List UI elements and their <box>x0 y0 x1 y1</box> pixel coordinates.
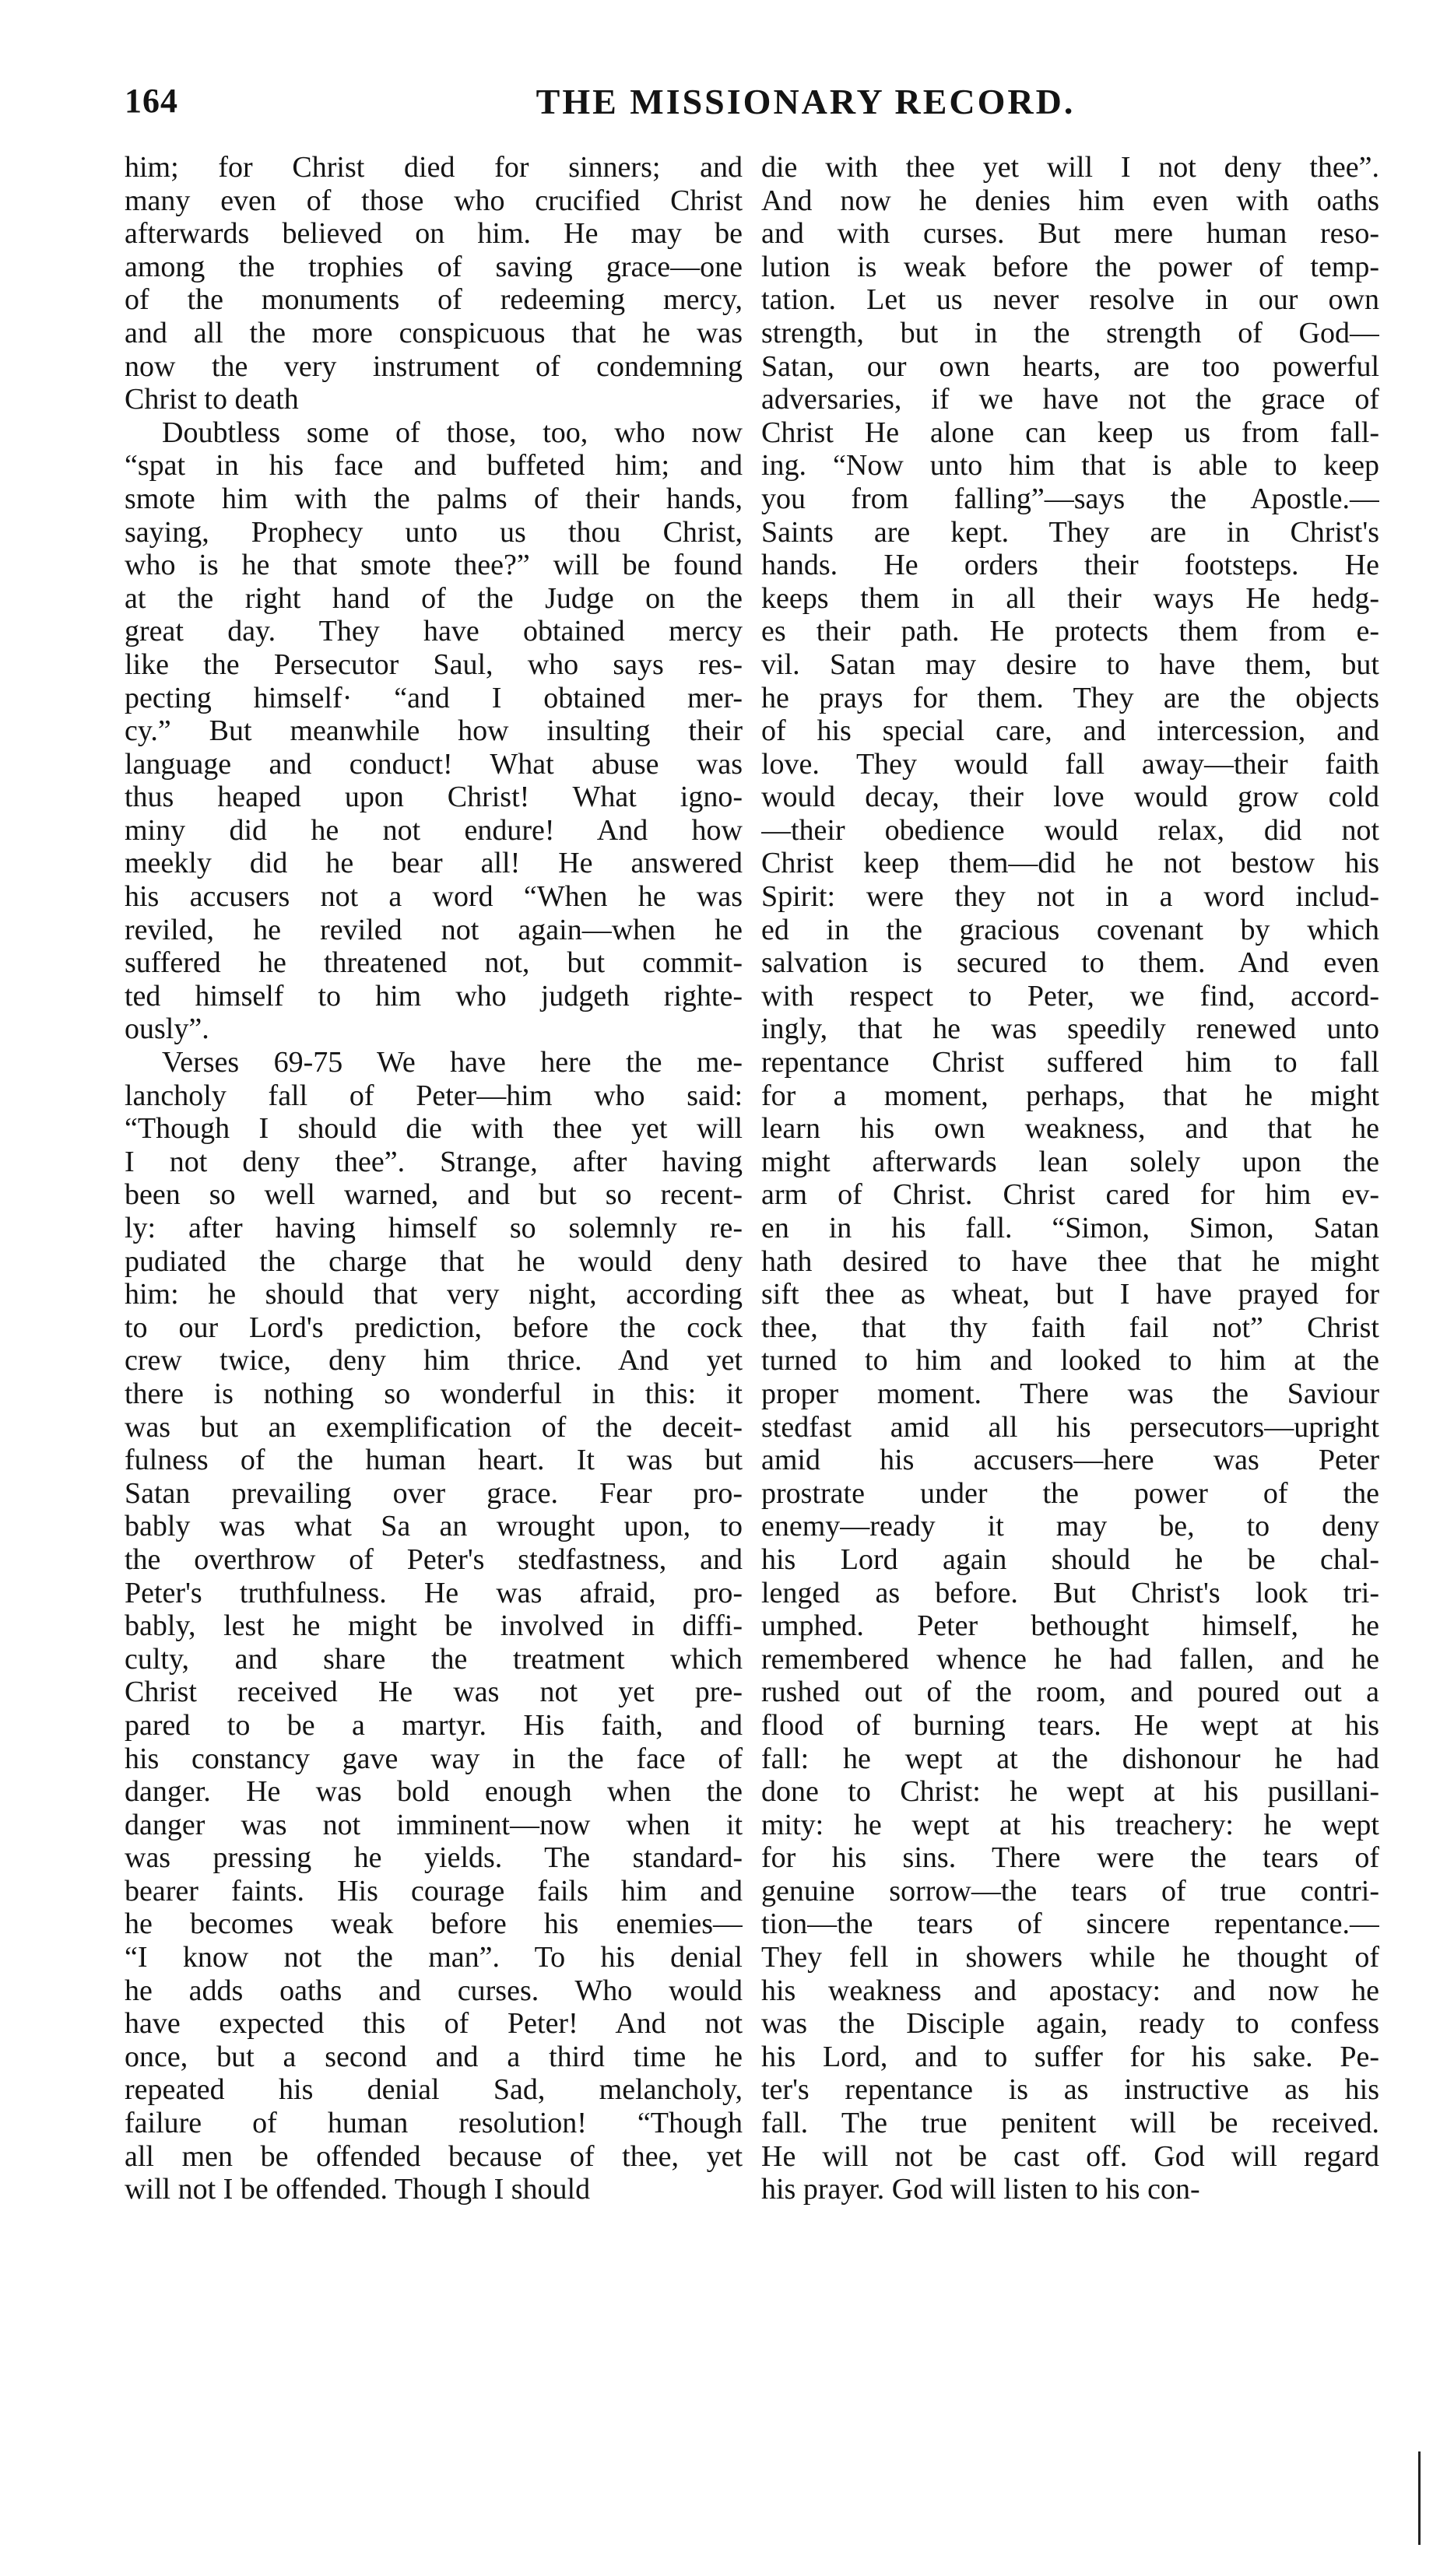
text-line: afterwards believed on him. He may be <box>125 217 743 251</box>
text-line: And now he denies him even with oaths <box>761 184 1379 217</box>
text-line: adversaries, if we have not the grace of <box>761 383 1379 416</box>
text-line: to our Lord's prediction, before the cock <box>125 1311 743 1344</box>
text-line: pared to be a martyr. His faith, and <box>125 1708 743 1742</box>
text-line: Christ received He was not yet pre- <box>125 1676 743 1709</box>
text-line: ter's repentance is as instructive as his <box>761 2073 1379 2107</box>
text-line: bably was what Sa an wrought upon, to <box>125 1510 743 1543</box>
text-line: fall. The true penitent will be received. <box>761 2107 1379 2140</box>
text-line: ously”. <box>125 1013 209 1046</box>
text-line: bably, lest he might be involved in diffi- <box>125 1609 743 1643</box>
left-text-column <box>125 151 743 2408</box>
text-line: at the right hand of the Judge on the <box>125 581 743 615</box>
text-line: “Though I should die with thee yet will <box>125 1112 743 1146</box>
text-line: ingly, that he was speedily renewed unto <box>761 1013 1379 1046</box>
text-line: and with curses. But mere human reso- <box>761 217 1379 251</box>
text-line: he prays for them. They are the objects <box>761 681 1379 714</box>
text-line: culty, and share the treatment which <box>125 1642 743 1676</box>
text-line: danger was not imminent—now when it <box>125 1808 743 1841</box>
text-line: stedfast amid all his persecutors—upright <box>761 1410 1379 1444</box>
text-line: —their obedience would relax, did not <box>761 813 1379 847</box>
text-line: his Lord again should he be chal- <box>761 1542 1379 1576</box>
text-line: done to Christ: he wept at his pusillani- <box>761 1775 1379 1809</box>
text-line: thee, that thy faith fail not” Christ <box>761 1311 1379 1344</box>
text-line: cy.” But meanwhile how insulting their <box>125 714 743 748</box>
text-line: lution is weak before the power of temp- <box>761 250 1379 283</box>
text-line: flood of burning tears. He wept at his <box>761 1708 1379 1742</box>
text-line: he becomes weak before his enemies— <box>125 1907 743 1941</box>
text-line: failure of human resolution! “Though <box>125 2107 743 2140</box>
text-line: Doubtless some of those, too, who now <box>162 416 743 449</box>
text-line: meekly did he bear all! He answered <box>125 847 743 880</box>
text-line: fulness of the human heart. It was but <box>125 1444 743 1477</box>
page-header <box>125 81 1347 135</box>
text-line: sift thee as wheat, but I have prayed for <box>761 1278 1379 1311</box>
text-line: for a moment, perhaps, that he might <box>761 1079 1379 1112</box>
text-line: was but an exemplification of the deceit- <box>125 1410 743 1444</box>
text-line: thus heaped upon Christ! What igno- <box>125 781 743 814</box>
text-line: Christ keep them—did he not bestow his <box>761 847 1379 880</box>
text-line: repeated his denial Sad, melancholy, <box>125 2073 743 2107</box>
text-line: arm of Christ. Christ cared for him ev- <box>761 1178 1379 1212</box>
page-number: 164 <box>125 82 178 120</box>
text-line: have expected this of Peter! And not <box>125 2007 743 2041</box>
text-line: with respect to Peter, we find, accord- <box>761 979 1379 1013</box>
right-text-column <box>761 151 1379 2408</box>
text-line: miny did he not endure! And how <box>125 813 743 847</box>
text-line: tation. Let us never resolve in our own <box>761 283 1379 317</box>
text-line: he adds oaths and curses. Who would <box>125 1974 743 2007</box>
text-line: Christ to death <box>125 383 299 416</box>
text-line: once, but a second and a third time he <box>125 2040 743 2073</box>
text-line: Satan prevailing over grace. Fear pro- <box>125 1476 743 1510</box>
text-line: the overthrow of Peter's stedfastness, and <box>125 1542 743 1576</box>
text-line: who is he that smote thee?” will be found <box>125 549 743 582</box>
text-line: turned to him and looked to him at the <box>761 1344 1379 1377</box>
text-line: proper moment. There was the Saviour <box>761 1377 1379 1410</box>
text-line: and all the more conspicuous that he was <box>125 316 743 349</box>
text-line: reviled, he reviled not again—when he <box>125 913 743 946</box>
text-line: strength, but in the strength of God— <box>761 316 1379 349</box>
text-line: umphed. Peter bethought himself, he <box>761 1609 1379 1643</box>
text-line: Verses 69-75 We have here the me- <box>162 1046 743 1079</box>
text-line: They fell in showers while he thought of <box>761 1941 1379 1974</box>
text-line: of the monuments of redeeming mercy, <box>125 283 743 317</box>
page-edge-mark <box>1418 2451 1421 2545</box>
text-line: for his sins. There were the tears of <box>761 1841 1379 1875</box>
text-line: great day. They have obtained mercy <box>125 615 743 648</box>
running-title: THE MISSIONARY RECORD. <box>536 82 1076 121</box>
text-line: repentance Christ suffered him to fall <box>761 1046 1379 1079</box>
text-line: saying, Prophecy unto us thou Christ, <box>125 515 743 549</box>
text-line: smote him with the palms of their hands, <box>125 482 743 515</box>
text-line: vil. Satan may desire to have them, but <box>761 648 1379 681</box>
text-line: suffered he threatened not, but commit- <box>125 946 743 980</box>
text-line: language and conduct! What abuse was <box>125 747 743 781</box>
text-line: will not I be offended. Though I should <box>125 2173 591 2206</box>
text-line: fall: he wept at the dishonour he had <box>761 1742 1379 1775</box>
text-line: ted himself to him who judgeth righte- <box>125 979 743 1013</box>
text-line: been so well warned, and but so recent- <box>125 1178 743 1212</box>
text-line: lenged as before. But Christ's look tri- <box>761 1576 1379 1609</box>
text-line: all men be offended because of thee, yet <box>125 2139 743 2173</box>
text-line: among the trophies of saving grace—one <box>125 250 743 283</box>
text-line: He will not be cast off. God will regard <box>761 2139 1379 2173</box>
text-line: his prayer. God will listen to his con- <box>761 2173 1200 2206</box>
text-line: “spat in his face and buffeted him; and <box>125 449 743 483</box>
text-line: hands. He orders their footsteps. He <box>761 549 1379 582</box>
text-line: love. They would fall away—their faith <box>761 747 1379 781</box>
text-line: ed in the gracious covenant by which <box>761 913 1379 946</box>
text-line: Saints are kept. They are in Christ's <box>761 515 1379 549</box>
text-line: danger. He was bold enough when the <box>125 1775 743 1809</box>
text-line: lancholy fall of Peter—him who said: <box>125 1079 743 1112</box>
text-line: learn his own weakness, and that he <box>761 1112 1379 1146</box>
text-line: ing. “Now unto him that is able to keep <box>761 449 1379 483</box>
text-line: of his special care, and intercession, and <box>761 714 1379 748</box>
text-line: mity: he wept at his treachery: he wept <box>761 1808 1379 1841</box>
text-line: you from falling”—says the Apostle.— <box>761 482 1379 515</box>
text-line: enemy—ready it may be, to deny <box>761 1510 1379 1543</box>
text-line: tion—the tears of sincere repentance.— <box>761 1907 1379 1941</box>
text-line: crew twice, deny him thrice. And yet <box>125 1344 743 1377</box>
text-line: might afterwards lean solely upon the <box>761 1145 1379 1178</box>
text-line: his Lord, and to suffer for his sake. Pe- <box>761 2040 1379 2073</box>
text-line: would decay, their love would grow cold <box>761 781 1379 814</box>
text-line: prostrate under the power of the <box>761 1476 1379 1510</box>
text-line: him: he should that very night, according <box>125 1278 743 1311</box>
text-line: keeps them in all their ways He hedg- <box>761 581 1379 615</box>
text-line: like the Persecutor Saul, who says res- <box>125 648 743 681</box>
text-line: remembered whence he had fallen, and he <box>761 1642 1379 1676</box>
text-line: Satan, our own hearts, are too powerful <box>761 349 1379 383</box>
text-line: genuine sorrow—the tears of true contri- <box>761 1874 1379 1907</box>
text-line: es their path. He protects them from e- <box>761 615 1379 648</box>
text-line: rushed out of the room, and poured out a <box>761 1676 1379 1709</box>
text-line: die with thee yet will I not deny thee”. <box>761 151 1379 184</box>
text-line: him; for Christ died for sinners; and <box>125 151 743 184</box>
text-line: pudiated the charge that he would deny <box>125 1244 743 1278</box>
text-line: amid his accusers—here was Peter <box>761 1444 1379 1477</box>
text-line: now the very instrument of condemning <box>125 349 743 383</box>
text-line: Christ He alone can keep us from fall- <box>761 416 1379 449</box>
text-line: his weakness and apostacy: and now he <box>761 1974 1379 2007</box>
text-line: many even of those who crucified Christ <box>125 184 743 217</box>
text-line: his accusers not a word “When he was <box>125 880 743 914</box>
text-line: Spirit: were they not in a word includ- <box>761 880 1379 914</box>
text-line: there is nothing so wonderful in this: it <box>125 1377 743 1410</box>
text-line: ly: after having himself so solemnly re- <box>125 1212 743 1244</box>
text-line: en in his fall. “Simon, Simon, Satan <box>761 1212 1379 1244</box>
text-line: pecting himself· “and I obtained mer- <box>125 681 743 714</box>
text-line: I not deny thee”. Strange, after having <box>125 1145 743 1178</box>
text-line: bearer faints. His courage fails him and <box>125 1874 743 1907</box>
text-line: was the Disciple again, ready to confess <box>761 2007 1379 2041</box>
text-line: “I know not the man”. To his denial <box>125 1941 743 1974</box>
text-line: salvation is secured to them. And even <box>761 946 1379 980</box>
text-line: his constancy gave way in the face of <box>125 1742 743 1775</box>
text-line: hath desired to have thee that he might <box>761 1244 1379 1278</box>
text-line: was pressing he yields. The standard- <box>125 1841 743 1875</box>
text-line: Peter's truthfulness. He was afraid, pro- <box>125 1576 743 1609</box>
